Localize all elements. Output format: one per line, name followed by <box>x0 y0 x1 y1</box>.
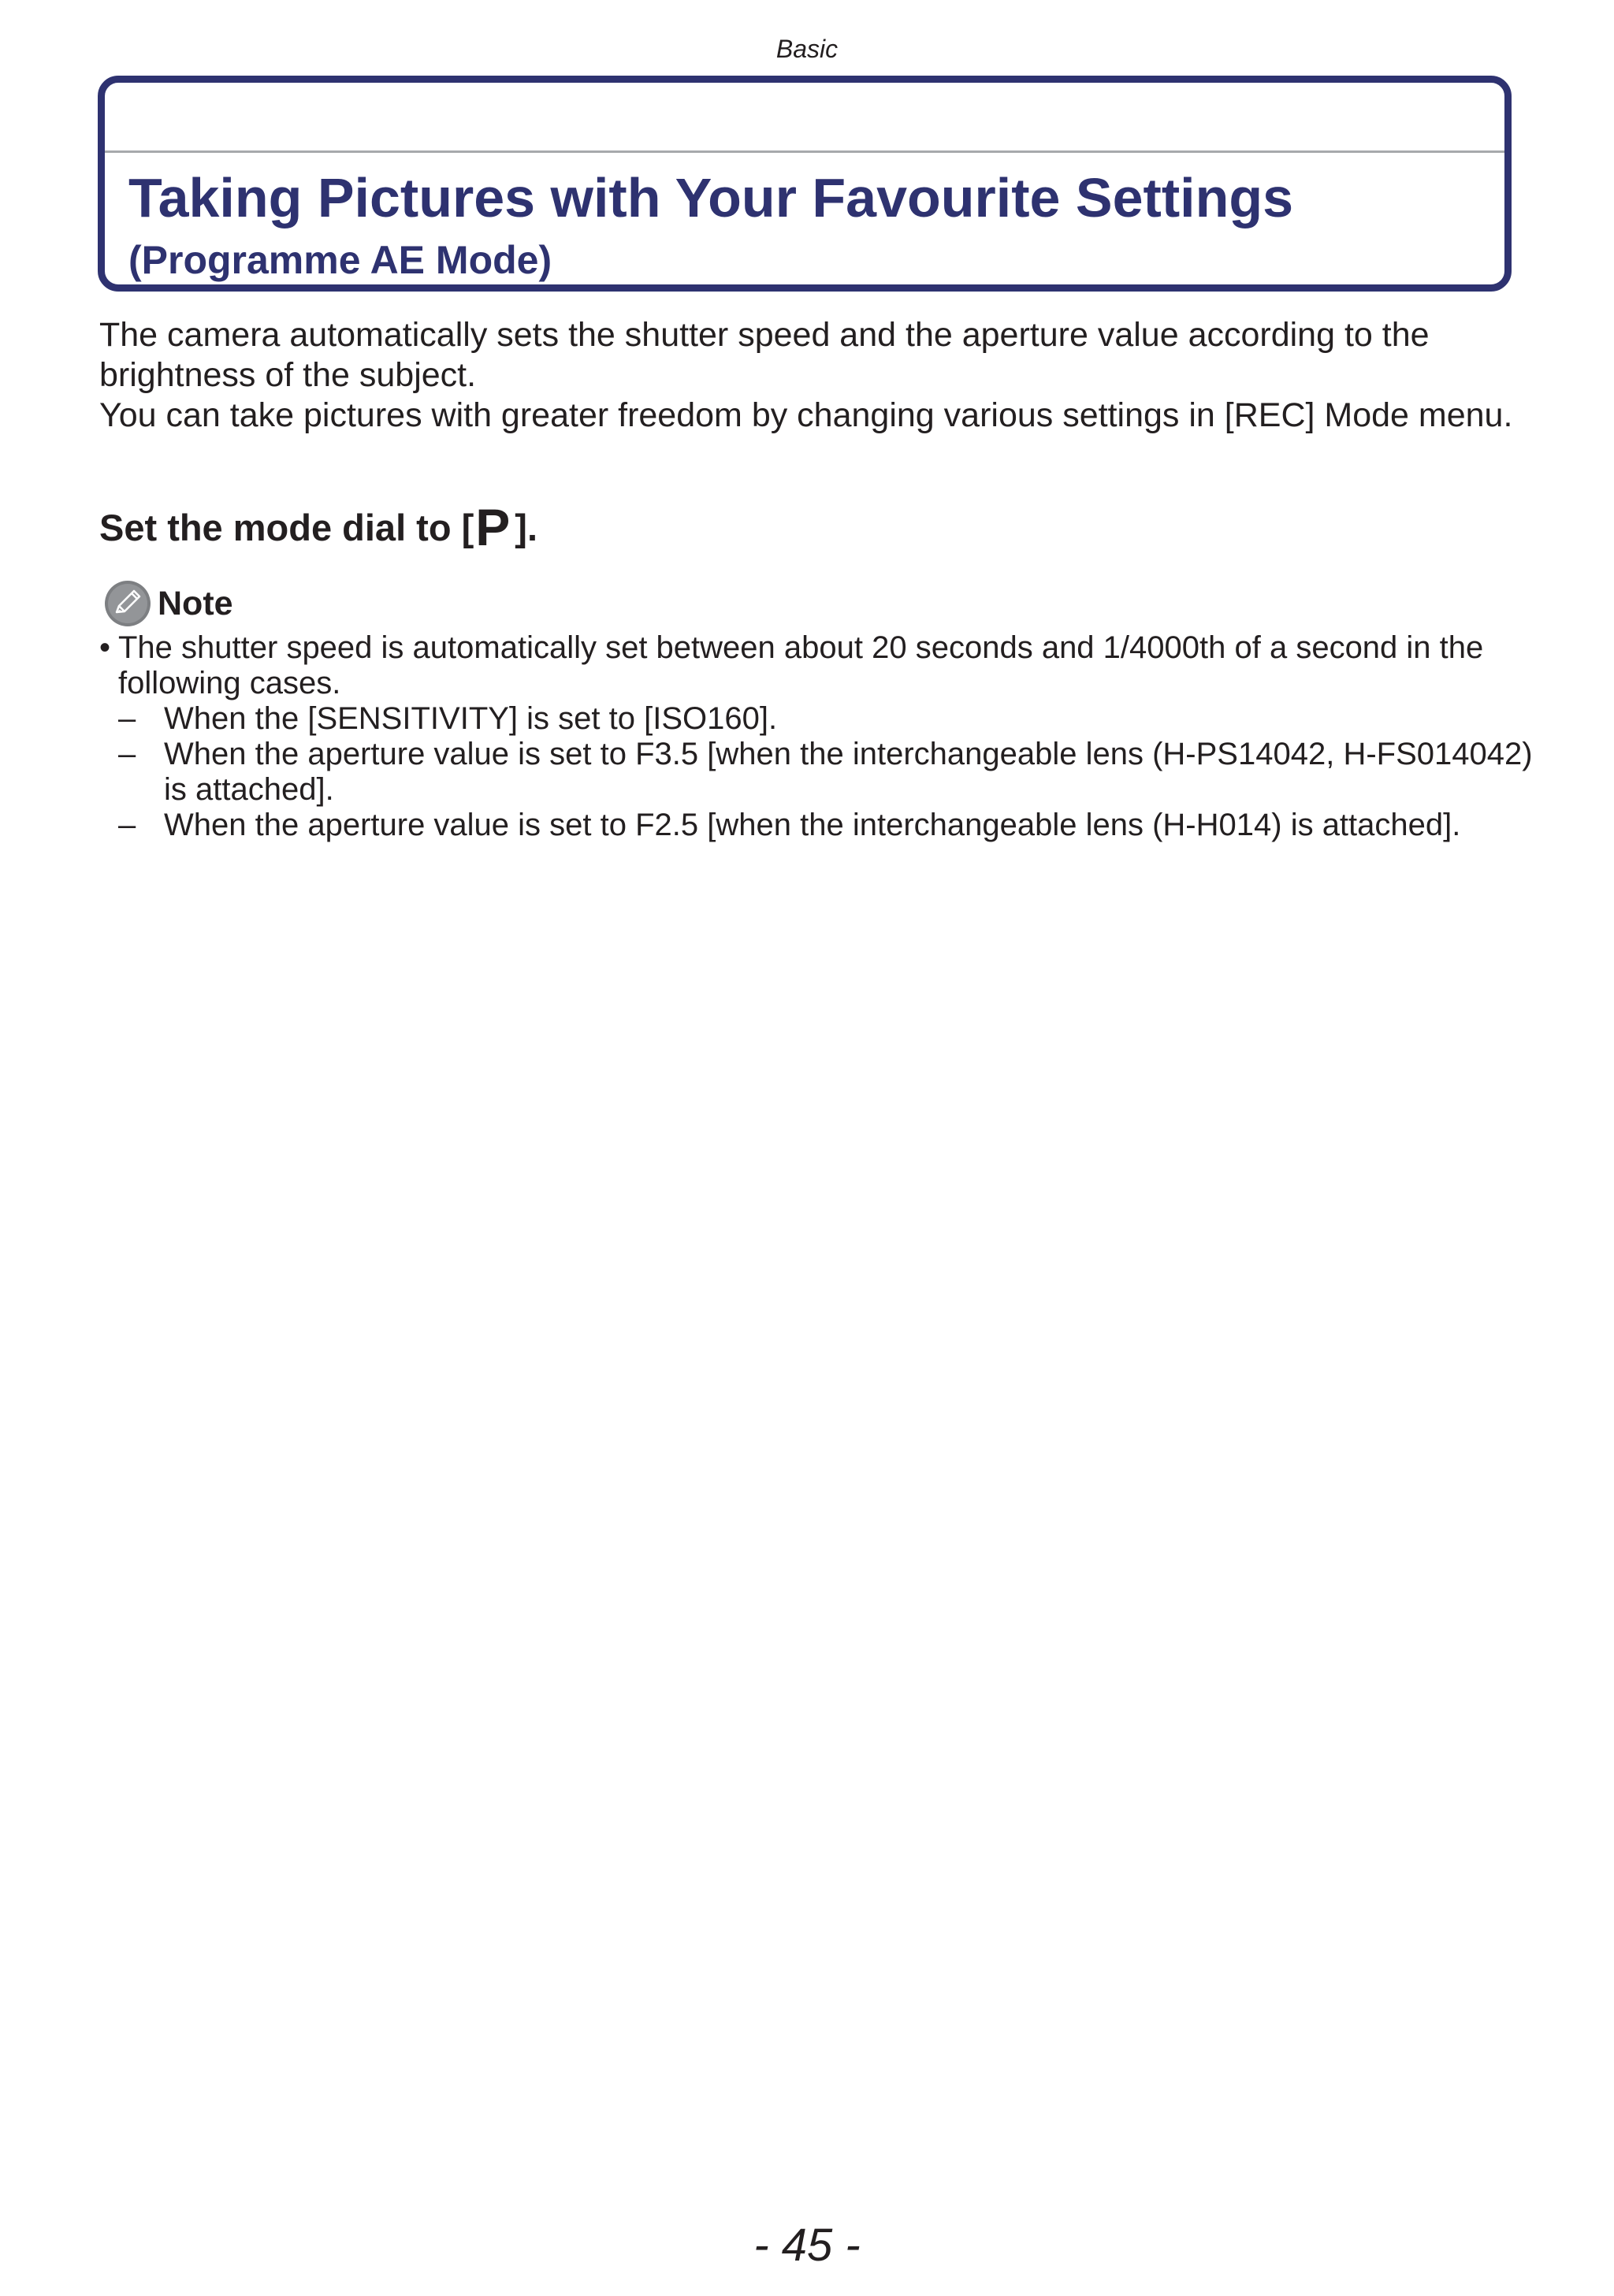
intro-paragraph-2: You can take pictures with greater freedom by changing various settings in [REC] Mode menu. <box>99 396 1513 434</box>
note-label: Note <box>158 584 233 622</box>
page-number: - 45 - <box>753 2220 861 2271</box>
intro-text <box>99 315 1518 436</box>
note-subitem <box>118 808 1541 843</box>
step-prefix: Set the mode dial to [ <box>99 507 474 548</box>
pencil-note-icon <box>104 580 151 627</box>
step-suffix: ]. <box>515 507 538 548</box>
note-subitem <box>118 701 1541 737</box>
note-subitem-text: When the aperture value is set to F3.5 [when the interchangeable lens (H-PS14042, H-FS014042) is attached]. <box>164 737 1533 807</box>
step-instruction <box>99 498 538 556</box>
dash-mark: – <box>118 808 136 842</box>
page-subtitle: (Programme AE Mode) <box>128 238 552 282</box>
note-subitem-text: When the [SENSITIVITY] is set to [ISO160]. <box>164 701 778 736</box>
page-title: Taking Pictures with Your Favourite Settings <box>128 167 1294 228</box>
dash-mark: – <box>118 737 136 771</box>
note-list <box>99 630 1541 843</box>
note-subitem <box>118 737 1541 808</box>
bullet-mark: • <box>99 630 111 665</box>
note-bullet <box>99 630 1541 701</box>
note-bullet-text: The shutter speed is automatically set between about 20 seconds and 1/4000th of a second in the following cases. <box>118 630 1484 700</box>
title-box <box>98 76 1512 292</box>
title-divider <box>105 150 1504 153</box>
section-label: Basic <box>775 35 839 63</box>
program-mode-icon: P <box>475 498 511 556</box>
note-header <box>104 580 233 627</box>
note-subitem-text: When the aperture value is set to F2.5 [when the interchangeable lens (H-H014) is attached]. <box>164 808 1461 842</box>
dash-mark: – <box>118 701 136 736</box>
intro-paragraph-1: The camera automatically sets the shutter speed and the aperture value according to the brightness of the subject. <box>99 316 1430 394</box>
